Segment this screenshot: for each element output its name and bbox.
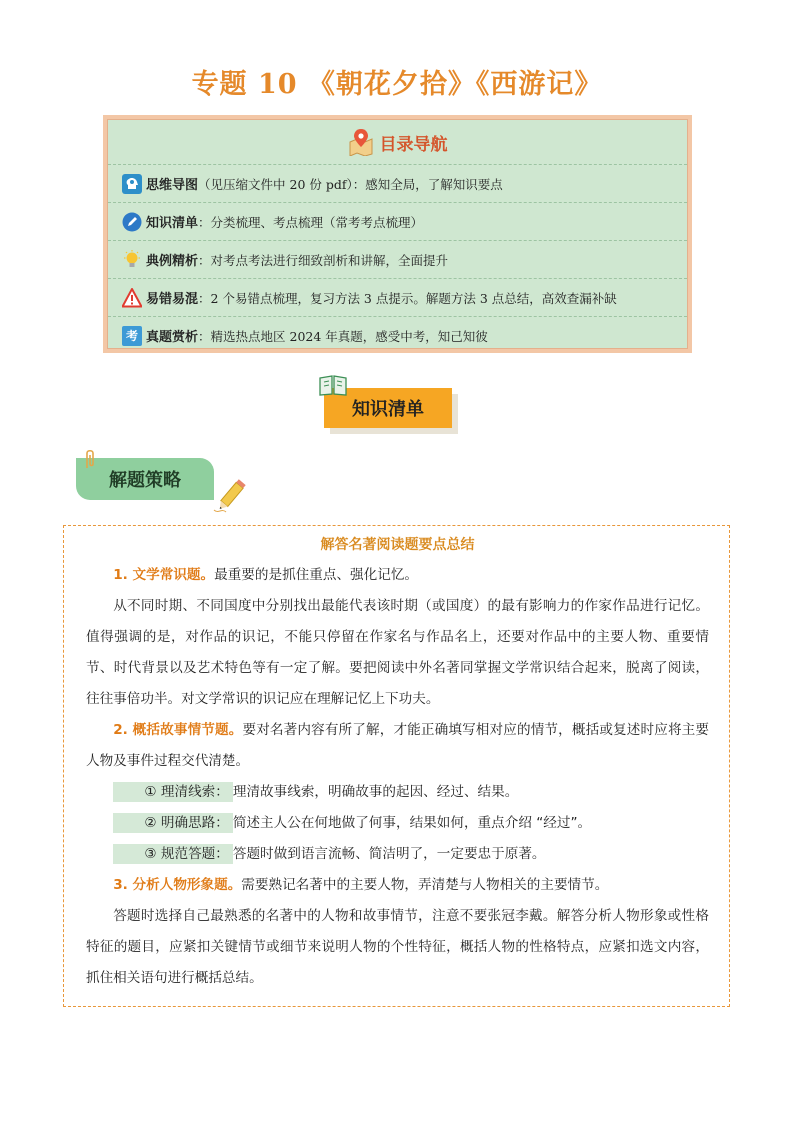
toc-desc: （见压缩文件中 20 份 pdf）：感知全局，了解知识要点 <box>198 176 503 192</box>
toc-row-knowledge[interactable] <box>108 203 687 241</box>
toc-row-mindmap[interactable] <box>108 165 687 203</box>
lightbulb-icon <box>122 250 142 270</box>
toc-label: 易错易混 <box>146 292 199 307</box>
toc-navigation-box <box>103 115 692 353</box>
section-2-heading: 2. 概括故事情节题。要对名著内容有所了解，才能正确填写相对应的情节，概括或复述时应将主要人物及事件过程交代清楚。 <box>86 722 710 769</box>
content-title: 解答名著阅读题要点总结 <box>320 537 475 553</box>
step-3: ③ 规范答题： 答题时做到语言流畅、简洁明了，一定要忠于原著。 <box>86 839 709 870</box>
section-3-heading: 3. 分析人物形象题。需要熟记名著中的主要人物，弄清楚与人物相关的主要情节。 <box>113 877 609 893</box>
knowledge-list-label: 知识清单 <box>324 388 452 428</box>
section-1-paragraph: 从不同时期、不同国度中分别找出最能代表该时期（或国度）的最有影响力的作家作品进行记忆。值得强调的是，对作品的识记，不能只停留在作家名与作品名上，还要对作品中的主要人物、重要情节、时代背景以及艺术特色等有一定了解。要把阅读中外名著同掌握文学常识结合起来，脱离了阅读，往往事倍功半。对文学常识的识记应在理解记忆上下功夫。 <box>86 598 709 707</box>
page-title: 专题 10 《朝花夕拾》《西游记》 <box>191 69 603 100</box>
pencil-icon <box>210 470 256 518</box>
toc-label: 思维导图 <box>146 178 199 193</box>
strategy-section-tab <box>76 448 256 518</box>
brain-head-icon <box>122 174 142 194</box>
toc-row-examples[interactable] <box>108 241 687 279</box>
toc-row-real-exams[interactable] <box>108 317 687 354</box>
book-icon <box>318 372 348 396</box>
toc-desc: ：2 个易错点梳理，复习方法 3 点提示。解题方法 3 点总结，高效查漏补缺 <box>198 290 617 306</box>
paperclip-icon <box>82 448 98 470</box>
toc-label: 典例精析 <box>146 254 199 269</box>
step-1: ① 理清线索： 理清故事线索，明确故事的起因、经过、结果。 <box>86 777 709 808</box>
section-3-paragraph: 答题时选择自己最熟悉的名著中的人物和故事情节，注意不要张冠李戴。解答分析人物形象或性格特征的题目，应紧扣关键情节或细节来说明人物的个性特征，概括人物的性格特点，应紧扣选文内容，抓住相关语句进行概括总结。 <box>86 908 709 986</box>
knowledge-list-badge <box>318 372 478 436</box>
toc-label: 真题赏析 <box>146 330 199 345</box>
exam-icon: 考 <box>122 326 142 346</box>
step-2: ② 明确思路： 简述主人公在何地做了何事，结果如何，重点介绍 “经过”。 <box>86 808 709 839</box>
map-location-icon <box>348 128 374 156</box>
toc-row-mistakes[interactable] <box>108 279 687 317</box>
warning-icon <box>122 288 142 308</box>
toc-desc: ：分类梳理、考点梳理（常考考点梳理） <box>198 214 424 230</box>
toc-desc: ：对考点考法进行细致剖析和讲解，全面提升 <box>198 252 449 268</box>
toc-title: 目录导航 <box>379 134 448 155</box>
toc-desc: ：精选热点地区 2024 年真题，感受中考，知己知彼 <box>198 328 488 344</box>
answer-strategy-content <box>63 525 730 1007</box>
strategy-label: 解题策略 <box>76 458 214 500</box>
toc-label: 知识清单 <box>146 216 199 231</box>
pencil-circle-icon <box>122 212 142 232</box>
toc-header <box>108 120 687 165</box>
section-1-heading: 1. 文学常识题。最重要的是抓住重点、强化记忆。 <box>113 567 419 583</box>
